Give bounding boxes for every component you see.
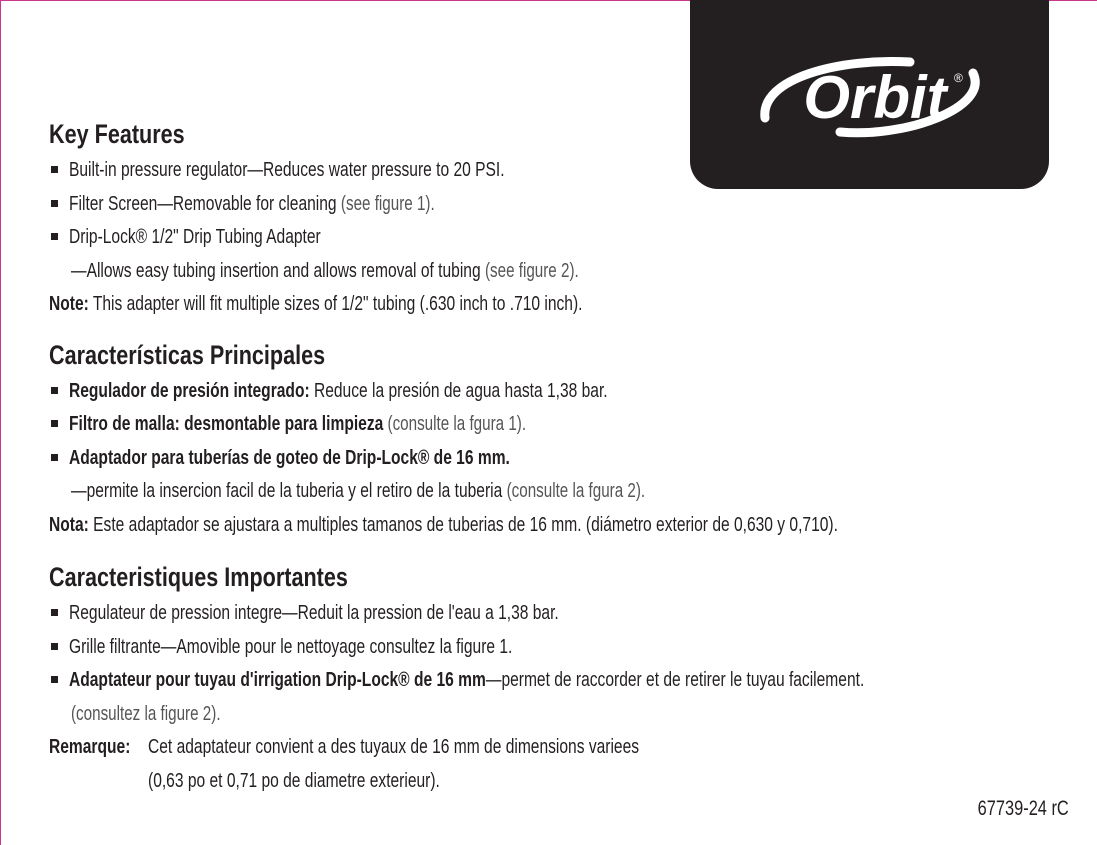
fr-bullet-1: Regulateur de pression integre—Reduit la pression de l'eau a 1,38 bar. [49,596,1079,630]
features-text [49,116,1079,797]
fr-bullet-2: Grille filtrante—Amovible pour le nettoyage consultez la figure 1. [49,630,1079,664]
fr-bullet-3: Adaptateur pour tuyau d'irrigation Drip-Lock® de 16 mm—permet de raccorder et de retirer le tuyau facilement. [49,663,1079,697]
orbit-logo-text: Orbit [803,64,947,131]
heading-caracteristicas-principales: Características Principales [49,339,326,370]
fr-remark-line-2: (0,63 po et 0,71 po de diametre exterieur). [148,768,440,792]
en-note: Note: This adapter will fit multiple sizes of 1/2" tubing (.630 inch to .710 inch). [49,292,583,315]
es-bullet-3: Adaptador para tuberías de goteo de Drip-Lock® de 16 mm. [49,441,1079,475]
svg-text:®: ® [954,71,963,85]
es-bullet-3-continued: —permite la insercion facil de la tuberia y el retiro de la tuberia (consulte la fgura 2). [71,479,646,502]
document-code: 67739-24 rC [977,797,1069,820]
en-bullet-2: Filter Screen—Removable for cleaning (see figure 1). [49,187,1079,221]
en-bullet-3: Drip-Lock® 1/2" Drip Tubing Adapter [49,220,1079,254]
en-bullet-3-continued: —Allows easy tubing insertion and allows removal of tubing (see figure 2). [71,258,579,282]
heading-caracteristiques-importantes: Caracteristiques Importantes [49,562,348,592]
en-bullet-1: Built-in pressure regulator—Reduces water pressure to 20 PSI. [49,153,1079,187]
es-bullet-2: Filtro de malla: desmontable para limpieza (consulte la fgura 1). [49,407,1079,441]
heading-key-features: Key Features [49,119,185,149]
fr-bullet-3-continued: (consultez la figure 2). [71,702,221,725]
fr-remark-line-1: Cet adaptateur convient a des tuyaux de 16 mm de dimensions variees [148,735,640,758]
fr-remark [49,730,1079,764]
es-note: Nota: Este adaptador se ajustara a multiples tamanos de tuberias de 16 mm. (diámetro exterior de 0,630 y 0,710). [49,512,838,536]
fr-remark-label: Remarque: [49,735,131,758]
es-bullet-1: Regulador de presión integrado: Reduce la presión de agua hasta 1,38 bar. [49,374,1079,408]
